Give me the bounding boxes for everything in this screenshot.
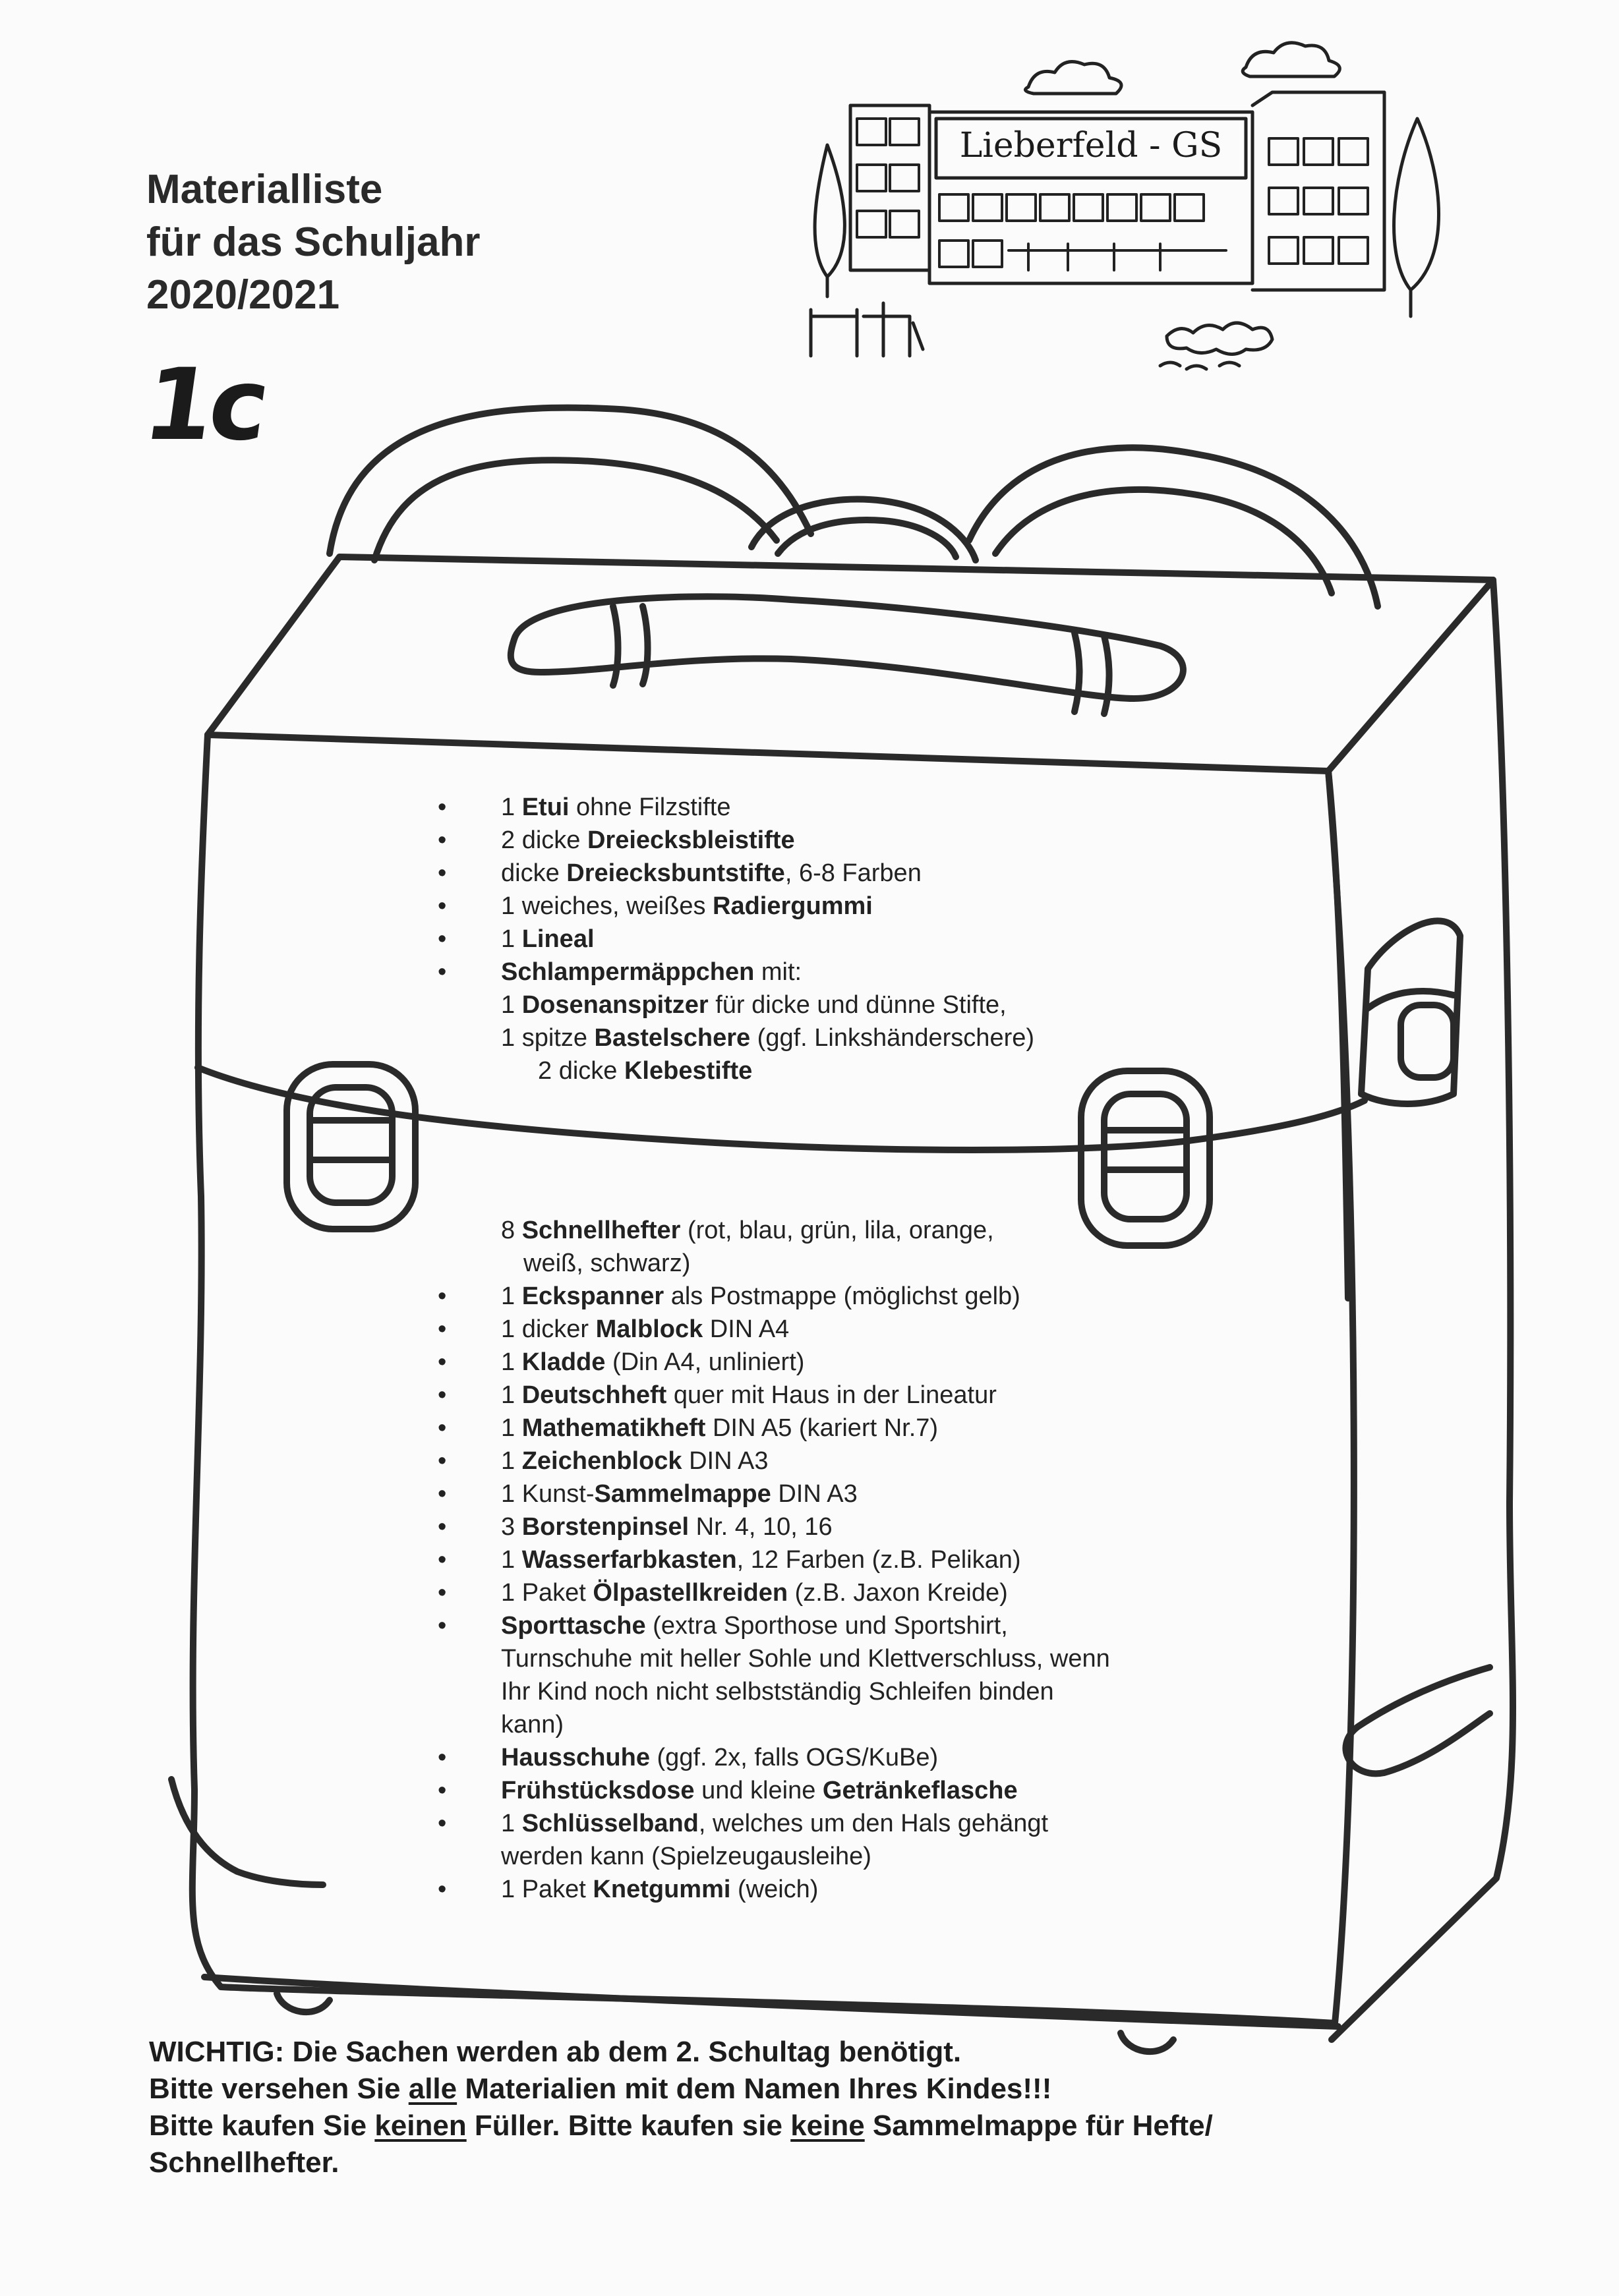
list-item-line: [501, 1741, 1260, 1774]
item-highlight: Dosenanspitzer: [521, 991, 709, 1019]
list-item-line: [501, 1543, 1260, 1576]
item-highlight: Wasserfarbkasten: [521, 1546, 737, 1574]
list-item-line: [501, 824, 1221, 857]
item-text: 1 Paket: [501, 1579, 593, 1607]
item-text: kann): [501, 1711, 564, 1738]
list-item: [443, 1741, 1260, 1774]
underlined-word: alle: [408, 2073, 457, 2105]
item-highlight: Malblock: [595, 1315, 703, 1343]
list-item-line: [501, 857, 1221, 890]
notice-line: [149, 2034, 1213, 2071]
item-text: DIN A4: [703, 1315, 790, 1343]
list-item: [443, 1313, 1260, 1346]
list-item: [443, 1346, 1260, 1379]
item-text: 1: [501, 1282, 522, 1310]
material-list-bottom: [443, 1214, 1260, 1906]
item-text: und kleine: [694, 1777, 823, 1804]
item-text: 1: [501, 1546, 522, 1574]
list-item-line: [501, 1774, 1260, 1807]
list-item: [443, 1807, 1260, 1873]
list-item: [443, 890, 1221, 923]
item-text: Bitte versehen Sie: [149, 2073, 409, 2105]
list-item-line: [501, 1313, 1260, 1346]
notice-line: [149, 2071, 1213, 2108]
item-highlight: Kladde: [521, 1348, 606, 1376]
item-highlight: Lineal: [521, 925, 595, 953]
underlined-word: keinen: [374, 2109, 467, 2142]
list-item-line: [501, 1054, 1221, 1087]
item-text: werden kann (Spielzeugausleihe): [501, 1843, 871, 1870]
item-text: (rot, blau, grün, lila, orange,: [680, 1217, 994, 1244]
list-item-line: [501, 989, 1221, 1021]
item-text: 1: [501, 1348, 522, 1376]
item-text: 1: [501, 1447, 522, 1475]
item-text: 1 Paket: [501, 1876, 593, 1903]
title-line-2: für das Schuljahr: [146, 219, 481, 265]
list-item-line: [501, 1510, 1260, 1543]
list-item: [443, 791, 1221, 824]
item-highlight: Deutschheft: [521, 1381, 667, 1409]
item-text: (extra Sporthose und Sportshirt,: [645, 1612, 1008, 1640]
item-text: Bitte kaufen Sie: [149, 2109, 375, 2142]
list-item-line: [501, 1021, 1221, 1054]
list-item-line: [501, 1214, 1260, 1247]
item-text: Nr. 4, 10, 16: [689, 1513, 833, 1541]
notice-line: [149, 2144, 1213, 2181]
item-text: für dicke und dünne Stifte,: [708, 991, 1007, 1019]
list-item-line: [501, 1675, 1260, 1708]
list-item: [443, 923, 1221, 956]
item-text: 1: [501, 991, 522, 1019]
list-item: [443, 1774, 1260, 1807]
item-text: 1 dicker: [501, 1315, 596, 1343]
item-text: mit:: [754, 958, 802, 986]
title-line-3: 2020/2021: [146, 272, 340, 318]
school-building-drawing: [811, 43, 1439, 369]
item-highlight: Bastelschere: [594, 1024, 751, 1052]
underlined-word: keine: [790, 2109, 865, 2142]
item-highlight: Knetgummi: [593, 1876, 731, 1903]
item-text: Materialien mit dem Namen Ihres Kindes!!!: [457, 2073, 1052, 2105]
list-item: [443, 956, 1221, 1087]
item-text: 1 weiches, weißes: [501, 892, 713, 920]
list-item: [443, 1280, 1260, 1313]
item-text: weiß, schwarz): [523, 1249, 691, 1277]
item-text: (z.B. Jaxon Kreide): [788, 1579, 1008, 1607]
list-item: [443, 1379, 1260, 1412]
list-item-line: [501, 1346, 1260, 1379]
item-text: 1: [501, 1381, 522, 1409]
item-highlight: Borstenpinsel: [521, 1513, 690, 1541]
item-text: 1: [501, 793, 522, 821]
list-item-line: [501, 923, 1221, 956]
item-highlight: Schlampermäppchen: [501, 958, 755, 986]
item-text: ohne Filzstifte: [569, 793, 731, 821]
item-highlight: Dreiecksbuntstifte: [566, 859, 785, 887]
list-item-line: [501, 1840, 1260, 1873]
item-highlight: Frühstücksdose: [501, 1777, 695, 1804]
item-highlight: Getränkeflasche: [822, 1777, 1018, 1804]
list-item-line: [501, 1445, 1260, 1478]
page-title: [146, 163, 480, 322]
item-text: DIN A5 (kariert Nr.7): [705, 1414, 939, 1442]
item-text: Turnschuhe mit heller Sohle und Klettverschluss, wenn: [501, 1645, 1110, 1673]
material-list-top: [443, 791, 1221, 1087]
item-text: DIN A3: [682, 1447, 769, 1475]
item-highlight: Dreiecksbleistifte: [587, 826, 795, 854]
title-line-1: Materialliste: [146, 167, 383, 212]
item-highlight: Hausschuhe: [501, 1744, 650, 1771]
list-item: [443, 857, 1221, 890]
item-text: 8: [501, 1217, 522, 1244]
list-item: [443, 1510, 1260, 1543]
list-item: [443, 1543, 1260, 1576]
school-sign-text: Lieberfeld - GS: [959, 126, 1223, 165]
item-text: (ggf. Linkshänderschere): [750, 1024, 1035, 1052]
class-label: 1c: [136, 348, 273, 463]
item-text: 1: [501, 925, 522, 953]
item-text: quer mit Haus in der Lineatur: [666, 1381, 997, 1409]
item-text: 1 Kunst-: [501, 1480, 595, 1508]
list-item: [443, 1873, 1260, 1906]
list-item: [443, 1576, 1260, 1609]
list-item: [443, 824, 1221, 857]
item-highlight: Radiergummi: [713, 892, 873, 920]
item-text: DIN A3: [771, 1480, 858, 1508]
list-item-line: [501, 1642, 1260, 1675]
item-highlight: Sammelmappe: [594, 1480, 771, 1508]
list-item-line: [501, 1807, 1260, 1840]
item-text: , 6-8 Farben: [784, 859, 922, 887]
notice-line: [149, 2108, 1213, 2144]
list-item: [443, 1609, 1260, 1741]
list-item-line: [501, 1708, 1260, 1741]
item-text: 1: [501, 1414, 522, 1442]
item-text: 3: [501, 1513, 522, 1541]
item-text: (Din A4, unliniert): [605, 1348, 805, 1376]
list-item-line: [501, 890, 1221, 923]
list-item: [443, 1214, 1260, 1280]
list-item-line: [501, 956, 1221, 989]
item-text: , welches um den Hals gehängt: [698, 1810, 1049, 1837]
list-item-line: [501, 1873, 1260, 1906]
item-highlight: Schlüsselband: [521, 1810, 699, 1837]
list-item: [443, 1412, 1260, 1445]
item-highlight: Sporttasche: [501, 1612, 646, 1640]
item-text: (weich): [730, 1876, 819, 1903]
list-item-line: [501, 1379, 1260, 1412]
item-text: (ggf. 2x, falls OGS/KuBe): [649, 1744, 939, 1771]
item-text: als Postmappe (möglichst gelb): [664, 1282, 1020, 1310]
item-text: 2 dicke: [501, 826, 587, 854]
item-highlight: Eckspanner: [521, 1282, 664, 1310]
list-item: [443, 1445, 1260, 1478]
list-item-line: [501, 791, 1221, 824]
list-item-line: [501, 1609, 1260, 1642]
item-text: 2 dicke: [538, 1057, 624, 1085]
list-item-line: [501, 1280, 1260, 1313]
item-text: Sammelmappe für Hefte/: [864, 2109, 1213, 2142]
item-highlight: Klebestifte: [624, 1057, 753, 1085]
item-highlight: Etui: [521, 793, 570, 821]
list-item-line: [501, 1247, 1260, 1280]
list-item: [443, 1478, 1260, 1510]
item-text: Füller. Bitte kaufen sie: [466, 2109, 791, 2142]
list-item-line: [501, 1412, 1260, 1445]
important-notice: [149, 2034, 1213, 2181]
list-item-line: [501, 1576, 1260, 1609]
item-text: WICHTIG: Die Sachen werden ab dem 2. Schultag benötigt.: [149, 2036, 962, 2068]
item-highlight: Schnellhefter: [521, 1217, 681, 1244]
item-text: Schnellhefter.: [149, 2146, 339, 2179]
item-text: dicke: [501, 859, 567, 887]
item-highlight: Mathematikheft: [521, 1414, 706, 1442]
list-item-line: [501, 1478, 1260, 1510]
item-text: 1 spitze: [501, 1024, 595, 1052]
item-highlight: Ölpastellkreiden: [593, 1579, 788, 1607]
item-text: 1: [501, 1810, 522, 1837]
item-text: , 12 Farben (z.B. Pelikan): [736, 1546, 1021, 1574]
item-text: Ihr Kind noch nicht selbstständig Schleifen binden: [501, 1678, 1054, 1706]
item-highlight: Zeichenblock: [521, 1447, 682, 1475]
